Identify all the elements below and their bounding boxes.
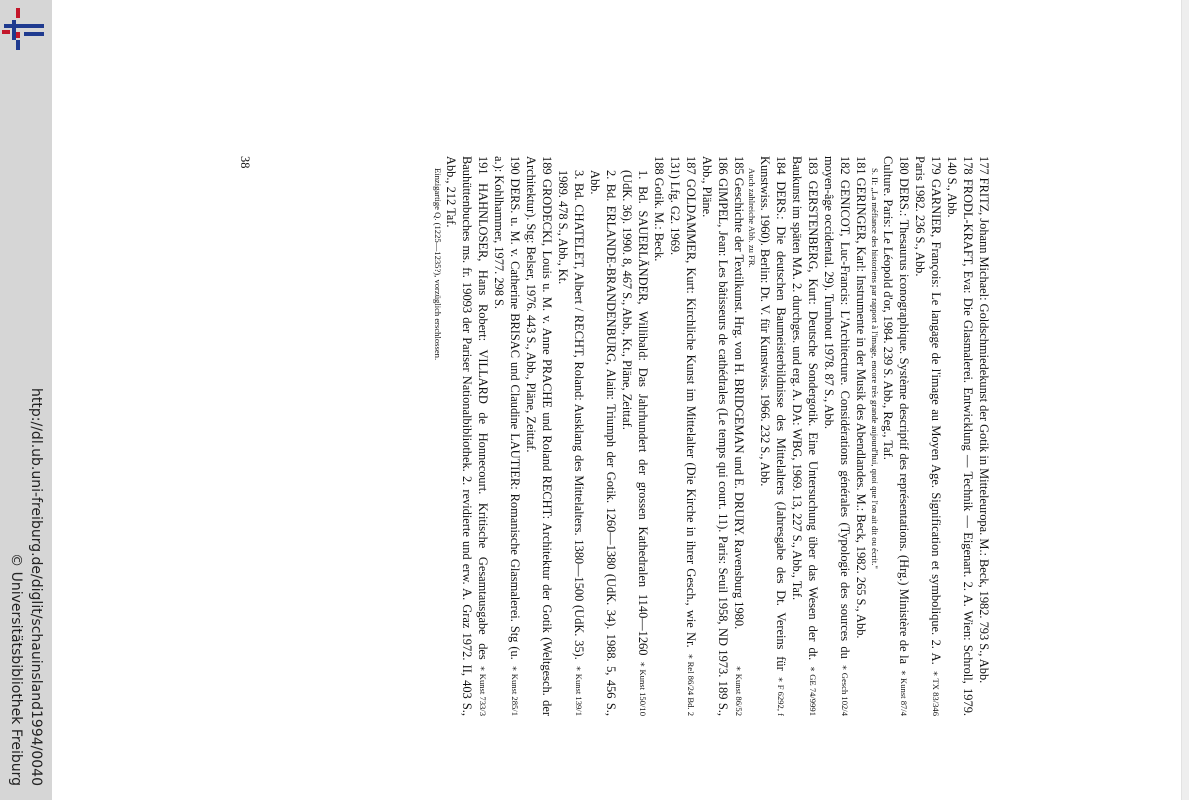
bibliography-entry [699,156,731,716]
bibliography-entry [976,156,992,716]
entry-text: 1. Bd. SAUERLÄNDER, Willibald: Das Jahrhundert der grossen Kathedralen 1140—1260 (UdK. 36). 1990. 8, 467 S., Abb., Kt., Pläne, Zeittaf. [620,170,650,656]
shelfmark: ∗ Kunst 86/52 [734,665,744,716]
entry-text: 2. Bd. ERLANDE-BRANDENBURG, Alain: Triumph der Gotik. 1260—1380 (UdK. 34). 1988. 5, 456 S., Abb. [588,170,618,716]
sidebar-text [0,0,52,800]
bibliography-entry [587,170,619,716]
bibliography-entry [667,156,699,716]
copyright-notice: © Universitätsbibliothek Freiburg [8,553,24,786]
entry-text: 184 DERS.: Die deutschen Baumeisterbildnisse des Mittelalters (Jahresgabe des Dt. Vereins für Kunstwiss. 1960). Berlin: Dt. V. für Kunstwiss. 1966. 232 S., Abb. [758,156,789,671]
entry-text: 3. Bd. CHATELET, Albert / RECHT, Roland: Ausklang des Mittelalters. 1380—1500 (UdK. 35). 1989. 478 S., Abb., Kt. [556,170,586,660]
bibliography-entry [731,156,747,716]
shelfmark: ∗ GE 74/9991 [808,666,819,716]
shelfmark: ∗ Gesch 102/4 [840,664,851,716]
bibliography-entry [944,156,976,716]
shelfmark: ∗ Kunst 285/1 [510,665,520,716]
bibliography-entry [433,156,492,716]
shelfmark: ∗ TX 83/346 [931,670,941,716]
bibliography-entry [555,170,587,716]
shelfmark: ∗ Kunst 87/4 [899,670,909,716]
entry-text: 186 GIMPEL, Jean: Les bâtisseurs de cathédrales (Le temps qui court. 11). Paris: Seuil 1958, ND 1973. 189 S., Abb., Pläne. [700,156,730,716]
bibliography-entry [491,156,523,716]
entry-note: Einzigartige Q. (1225—1235?), vorzüglich erschlossen. [433,168,443,361]
entry-note: Auch zahlreiche Abb. zu FR. [747,168,758,268]
entry-text: 190 DERS. u. M. v. Catherine BRISAC und Claudine LAUTIER: Romanische Glasmalerei. Stg (u. a.): Kohlhammer, 1977. 298 S. [492,156,522,660]
entry-text: 187 GOLDAMMER, Kurt: Kirchliche Kunst im Mittelalter (Die Kirche in ihrer Gesch., wie Nr. 131) Lfg. G2. 1969. [668,156,698,648]
entry-text: 180 DERS.: Thesaurus iconographique. Système descriptif des représentations. (Hrg.) Ministère de la Culture. Paris: Le Léopold d'or, 1984. 239 S. Abb., Reg., Taf. [881,156,911,665]
entry-text: 185 Geschichte der Textilkunst. Hrg. von H. BRIDGEMAN und E. DRURY. Ravensburg 1980. [732,156,746,630]
bibliography-entry [870,156,913,716]
shelfmark: ∗ F 6292, f [776,676,787,716]
entry-text: 183 GERSTENBERG, Kurt: Deutsche Sondergotik. Eine Untersuchung über das Wesen der dt. Baukunst im späten MA. 2. durchges. und erg. A. DA: WBG, 1969. 13, 227 S., Abb., Taf. [790,156,821,661]
document-url[interactable]: http://dl.ub.uni-freiburg.de/diglit/schauinsland1994/0040 [28,388,44,786]
entry-text: 179 GARNIER, François: Le langage de l'image au Moyen Age. Signification et symbolique. 2. A. Paris 1982. 236 S., Abb. [913,156,943,665]
bibliography-entry [651,156,667,716]
entry-text: 188 Gotik. M.: Beck. [652,156,666,262]
entry-text: 181 GERINGER, Karl: Instrumente in der Musik des Abendlandes. M.: Beck, 1982. 265 S., Abb. [854,156,869,639]
entry-text: 182 GENICOT, Luc-Francis: L'Architecture. Considérations générales (Typologie des sources du moyen-âge occidental. 29). Turnhout 1978. 87 S., Abb. [822,156,853,659]
bibliography-entry [854,156,870,716]
entry-text: 189 GRODECKI, Louis u. M. v. Anne PRACHE und Roland RECHT: Architektur der Gotik (Weltgesch. der Architektur). Stg: Belser, 1976. 443 S., Abb., Pläne, Zeittaf. [524,156,554,716]
bibliography-entry [523,156,555,716]
sidebar [0,0,52,800]
entry-text: 191 HAHNLOSER, Hans Robert: VILLARD de Honnecourt. Kritische Gesamtausgabe des Bauhüttenbuches ms. fr. 19093 der Pariser Nationalbibliothek. 2. revidierte und erw. A. Graz 1972. II, 403 S., Abb., 212 Taf. [444,156,490,716]
vertical-scrollbar[interactable] [1181,0,1189,800]
bibliography-entry [747,156,790,716]
shelfmark: ∗ Kunst 139/1 [574,665,584,716]
entry-text: 178 FRODL-KRAFT, Eva: Die Glasmalerei. Entwicklung — Technik — Eigenart. 2. A. Wien: Schroll, 1979. 140 S., Abb. [945,156,975,716]
shelfmark: ∗ Kunst 150/10 [638,661,648,716]
scanned-page [232,156,992,716]
bibliography-entry [790,156,822,716]
bibliography-entry [619,170,651,716]
shelfmark: ∗ Rel 86/24 Bd. 2 [686,653,696,716]
bibliography-list [272,156,992,716]
page-number: 38 [238,156,252,169]
entry-text: 177 FRITZ, Johann Michael: Goldschmiedekunst der Gotik in Mitteleuropa. M.: Beck, 1982. 793 S., Abb. [977,156,991,684]
bibliography-entry [912,156,944,716]
entry-note: S. II: „La méfiance des historiens par rapport à l'image, encore très grande aujourd'hui, quoi que l'on ait dit ou écrit." [870,168,880,569]
shelfmark: ∗ Kunst 733/3 [478,665,488,716]
bibliography-entry [822,156,854,716]
